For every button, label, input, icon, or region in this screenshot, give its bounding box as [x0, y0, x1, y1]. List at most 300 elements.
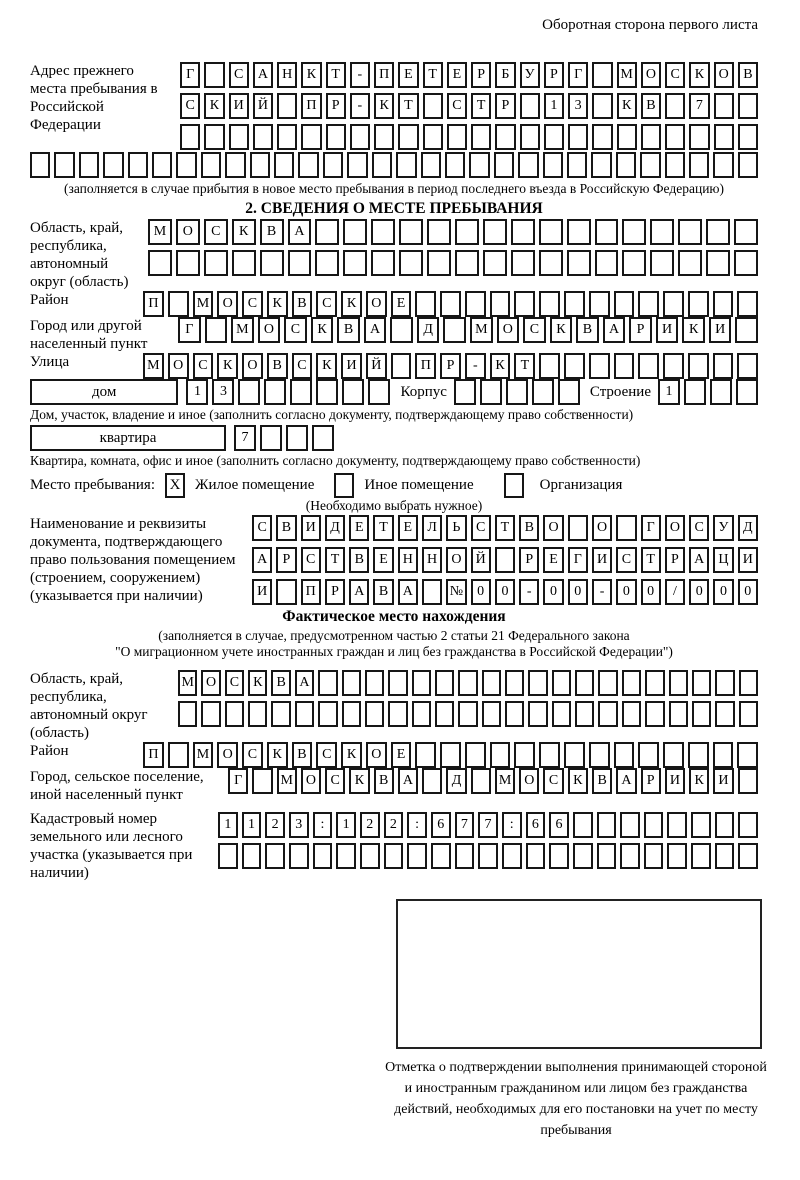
char-cell[interactable] [205, 317, 228, 343]
char-cell[interactable] [176, 250, 200, 276]
char-cell[interactable] [440, 291, 461, 317]
char-cell[interactable]: В [373, 579, 393, 605]
char-cell[interactable] [738, 124, 758, 150]
char-cell[interactable] [734, 250, 758, 276]
char-cell[interactable]: О [592, 515, 612, 541]
char-cell[interactable] [518, 152, 538, 178]
char-cell[interactable] [543, 152, 563, 178]
char-cell[interactable]: И [656, 317, 679, 343]
char-cell[interactable] [264, 379, 286, 405]
char-cell[interactable]: К [204, 93, 224, 119]
char-cell[interactable]: : [407, 812, 427, 838]
char-cell[interactable]: С [225, 670, 244, 696]
char-cell[interactable] [412, 670, 431, 696]
char-cell[interactable] [567, 219, 591, 245]
char-cell[interactable]: А [603, 317, 626, 343]
char-cell[interactable] [616, 515, 636, 541]
char-cell[interactable] [616, 152, 636, 178]
char-cell[interactable] [737, 742, 758, 768]
char-cell[interactable] [692, 701, 711, 727]
char-cell[interactable]: М [495, 768, 515, 794]
char-cell[interactable] [372, 152, 392, 178]
char-cell[interactable] [638, 291, 659, 317]
char-cell[interactable]: Р [326, 93, 346, 119]
char-cell[interactable]: Г [568, 62, 588, 88]
char-cell[interactable] [691, 812, 711, 838]
char-cell[interactable] [710, 379, 732, 405]
char-cell[interactable]: П [374, 62, 394, 88]
char-cell[interactable]: К [232, 219, 256, 245]
char-cell[interactable] [650, 219, 674, 245]
char-cell[interactable] [326, 124, 346, 150]
char-cell[interactable]: М [143, 353, 164, 379]
char-cell[interactable] [511, 250, 535, 276]
char-cell[interactable] [435, 701, 454, 727]
char-cell[interactable]: С [616, 547, 636, 573]
char-cell[interactable]: В [271, 670, 290, 696]
char-cell[interactable] [688, 353, 709, 379]
char-cell[interactable] [495, 547, 515, 573]
char-cell[interactable]: Е [398, 515, 418, 541]
char-cell[interactable] [514, 291, 535, 317]
char-cell[interactable]: И [665, 768, 685, 794]
char-cell[interactable] [350, 124, 370, 150]
char-cell[interactable]: К [617, 93, 637, 119]
char-cell[interactable] [427, 250, 451, 276]
char-cell[interactable] [427, 219, 451, 245]
char-cell[interactable] [343, 219, 367, 245]
char-cell[interactable]: Л [422, 515, 442, 541]
char-cell[interactable] [568, 124, 588, 150]
char-cell[interactable] [422, 768, 442, 794]
char-cell[interactable] [665, 124, 685, 150]
char-cell[interactable] [412, 701, 431, 727]
char-cell[interactable]: О [641, 62, 661, 88]
char-cell[interactable] [514, 742, 535, 768]
char-cell[interactable] [598, 670, 617, 696]
char-cell[interactable] [176, 152, 196, 178]
char-cell[interactable]: Д [446, 768, 466, 794]
char-cell[interactable] [152, 152, 172, 178]
char-cell[interactable] [575, 670, 594, 696]
char-cell[interactable] [622, 219, 646, 245]
char-cell[interactable] [483, 250, 507, 276]
char-cell[interactable]: Г [641, 515, 661, 541]
char-cell[interactable]: Е [391, 742, 412, 768]
char-cell[interactable]: Н [422, 547, 442, 573]
char-cell[interactable]: - [465, 353, 486, 379]
char-cell[interactable]: К [349, 768, 369, 794]
char-cell[interactable] [688, 742, 709, 768]
char-cell[interactable] [295, 701, 314, 727]
char-cell[interactable]: Т [471, 93, 491, 119]
char-cell[interactable]: Т [514, 353, 535, 379]
char-cell[interactable]: Р [440, 353, 461, 379]
char-cell[interactable]: О [366, 291, 387, 317]
char-cell[interactable] [539, 742, 560, 768]
char-cell[interactable]: И [341, 353, 362, 379]
char-cell[interactable] [218, 843, 238, 869]
char-cell[interactable] [396, 152, 416, 178]
char-cell[interactable]: В [374, 768, 394, 794]
char-cell[interactable] [564, 353, 585, 379]
char-cell[interactable]: И [738, 547, 758, 573]
char-cell[interactable] [505, 701, 524, 727]
char-cell[interactable]: И [301, 515, 321, 541]
char-cell[interactable]: С [316, 742, 337, 768]
char-cell[interactable]: М [617, 62, 637, 88]
char-cell[interactable]: О [176, 219, 200, 245]
char-cell[interactable] [342, 701, 361, 727]
char-cell[interactable] [650, 250, 674, 276]
char-cell[interactable]: Р [471, 62, 491, 88]
char-cell[interactable] [735, 317, 758, 343]
char-cell[interactable] [374, 124, 394, 150]
char-cell[interactable] [663, 291, 684, 317]
char-cell[interactable] [440, 742, 461, 768]
char-cell[interactable] [614, 291, 635, 317]
char-cell[interactable]: Д [325, 515, 345, 541]
char-cell[interactable]: № [446, 579, 466, 605]
char-cell[interactable]: М [277, 768, 297, 794]
char-cell[interactable] [638, 353, 659, 379]
char-cell[interactable] [692, 670, 711, 696]
char-cell[interactable]: А [252, 547, 272, 573]
char-cell[interactable] [79, 152, 99, 178]
char-cell[interactable]: И [229, 93, 249, 119]
char-cell[interactable] [614, 353, 635, 379]
char-cell[interactable] [480, 379, 502, 405]
char-cell[interactable] [435, 670, 454, 696]
char-cell[interactable] [265, 843, 285, 869]
char-cell[interactable] [520, 93, 540, 119]
char-cell[interactable]: Е [447, 62, 467, 88]
char-cell[interactable]: Е [398, 62, 418, 88]
char-cell[interactable] [483, 219, 507, 245]
char-cell[interactable] [494, 152, 514, 178]
char-cell[interactable] [539, 219, 563, 245]
char-cell[interactable] [506, 379, 528, 405]
char-cell[interactable]: В [738, 62, 758, 88]
char-cell[interactable]: Т [326, 62, 346, 88]
char-cell[interactable]: - [350, 93, 370, 119]
char-cell[interactable] [271, 701, 290, 727]
char-cell[interactable] [597, 843, 617, 869]
dom-type-box[interactable]: дом [30, 379, 178, 405]
char-cell[interactable] [232, 250, 256, 276]
char-cell[interactable] [277, 124, 297, 150]
char-cell[interactable] [431, 843, 451, 869]
char-cell[interactable]: С [325, 768, 345, 794]
char-cell[interactable] [238, 379, 260, 405]
char-cell[interactable]: Р [665, 547, 685, 573]
char-cell[interactable] [622, 701, 641, 727]
char-cell[interactable] [520, 124, 540, 150]
char-cell[interactable] [567, 250, 591, 276]
char-cell[interactable] [667, 843, 687, 869]
char-cell[interactable] [669, 701, 688, 727]
char-cell[interactable] [201, 152, 221, 178]
char-cell[interactable]: Т [398, 93, 418, 119]
char-cell[interactable]: С [447, 93, 467, 119]
char-cell[interactable] [178, 701, 197, 727]
char-cell[interactable] [30, 152, 50, 178]
char-cell[interactable] [713, 742, 734, 768]
char-cell[interactable] [715, 843, 735, 869]
char-cell[interactable] [689, 124, 709, 150]
char-cell[interactable]: Г [228, 768, 248, 794]
char-cell[interactable]: Р [641, 768, 661, 794]
char-cell[interactable] [260, 425, 282, 451]
char-cell[interactable]: 3 [568, 93, 588, 119]
char-cell[interactable] [343, 250, 367, 276]
char-cell[interactable]: Д [417, 317, 440, 343]
char-cell[interactable] [242, 843, 262, 869]
char-cell[interactable] [689, 152, 709, 178]
char-cell[interactable]: П [301, 93, 321, 119]
char-cell[interactable] [532, 379, 554, 405]
char-cell[interactable]: О [217, 291, 238, 317]
char-cell[interactable]: 3 [212, 379, 234, 405]
char-cell[interactable] [360, 843, 380, 869]
char-cell[interactable]: К [682, 317, 705, 343]
char-cell[interactable]: 0 [495, 579, 515, 605]
char-cell[interactable] [315, 250, 339, 276]
char-cell[interactable]: В [641, 93, 661, 119]
char-cell[interactable]: М [148, 219, 172, 245]
char-cell[interactable] [490, 742, 511, 768]
char-cell[interactable]: К [267, 291, 288, 317]
char-cell[interactable]: Б [495, 62, 515, 88]
char-cell[interactable] [415, 291, 436, 317]
char-cell[interactable]: 0 [543, 579, 563, 605]
char-cell[interactable] [738, 812, 758, 838]
char-cell[interactable]: О [665, 515, 685, 541]
char-cell[interactable]: Р [495, 93, 515, 119]
char-cell[interactable]: С [193, 353, 214, 379]
char-cell[interactable] [738, 843, 758, 869]
char-cell[interactable] [539, 353, 560, 379]
char-cell[interactable]: И [709, 317, 732, 343]
char-cell[interactable] [368, 379, 390, 405]
char-cell[interactable]: В [349, 547, 369, 573]
char-cell[interactable] [713, 152, 733, 178]
char-cell[interactable]: Е [543, 547, 563, 573]
char-cell[interactable] [706, 250, 730, 276]
residence-checkbox-org[interactable] [504, 473, 524, 498]
char-cell[interactable]: Й [366, 353, 387, 379]
char-cell[interactable] [528, 701, 547, 727]
char-cell[interactable] [614, 742, 635, 768]
char-cell[interactable]: К [689, 768, 709, 794]
char-cell[interactable]: А [288, 219, 312, 245]
char-cell[interactable] [638, 742, 659, 768]
char-cell[interactable] [371, 219, 395, 245]
char-cell[interactable] [713, 353, 734, 379]
char-cell[interactable]: : [502, 812, 522, 838]
char-cell[interactable]: О [519, 768, 539, 794]
char-cell[interactable] [575, 701, 594, 727]
char-cell[interactable] [714, 124, 734, 150]
char-cell[interactable] [316, 379, 338, 405]
char-cell[interactable]: О [543, 515, 563, 541]
char-cell[interactable]: О [217, 742, 238, 768]
char-cell[interactable]: 1 [336, 812, 356, 838]
char-cell[interactable] [592, 124, 612, 150]
char-cell[interactable]: П [143, 742, 164, 768]
char-cell[interactable] [567, 152, 587, 178]
char-cell[interactable] [645, 701, 664, 727]
char-cell[interactable]: С [301, 547, 321, 573]
char-cell[interactable] [568, 515, 588, 541]
char-cell[interactable]: В [337, 317, 360, 343]
char-cell[interactable]: Р [276, 547, 296, 573]
char-cell[interactable]: М [193, 291, 214, 317]
char-cell[interactable] [260, 250, 284, 276]
char-cell[interactable] [168, 742, 189, 768]
char-cell[interactable] [490, 291, 511, 317]
char-cell[interactable] [478, 843, 498, 869]
char-cell[interactable]: С [242, 742, 263, 768]
char-cell[interactable]: В [592, 768, 612, 794]
char-cell[interactable]: С [316, 291, 337, 317]
char-cell[interactable]: Е [391, 291, 412, 317]
char-cell[interactable] [482, 670, 501, 696]
char-cell[interactable]: Н [277, 62, 297, 88]
char-cell[interactable]: О [301, 768, 321, 794]
char-cell[interactable] [288, 250, 312, 276]
char-cell[interactable]: К [311, 317, 334, 343]
char-cell[interactable] [204, 124, 224, 150]
char-cell[interactable] [665, 93, 685, 119]
char-cell[interactable] [458, 670, 477, 696]
char-cell[interactable]: Й [471, 547, 491, 573]
char-cell[interactable]: В [260, 219, 284, 245]
char-cell[interactable] [663, 742, 684, 768]
char-cell[interactable] [399, 219, 423, 245]
char-cell[interactable] [415, 742, 436, 768]
char-cell[interactable] [225, 701, 244, 727]
char-cell[interactable]: С [292, 353, 313, 379]
char-cell[interactable] [737, 291, 758, 317]
char-cell[interactable]: 1 [218, 812, 238, 838]
char-cell[interactable]: А [295, 670, 314, 696]
char-cell[interactable]: 7 [234, 425, 256, 451]
char-cell[interactable] [645, 670, 664, 696]
char-cell[interactable] [390, 317, 413, 343]
char-cell[interactable]: К [316, 353, 337, 379]
char-cell[interactable]: 0 [713, 579, 733, 605]
char-cell[interactable]: К [341, 291, 362, 317]
char-cell[interactable]: 7 [689, 93, 709, 119]
char-cell[interactable]: К [301, 62, 321, 88]
char-cell[interactable] [482, 701, 501, 727]
char-cell[interactable] [617, 124, 637, 150]
char-cell[interactable] [423, 124, 443, 150]
char-cell[interactable] [589, 353, 610, 379]
char-cell[interactable] [312, 425, 334, 451]
char-cell[interactable]: С [665, 62, 685, 88]
char-cell[interactable] [597, 812, 617, 838]
char-cell[interactable] [422, 579, 442, 605]
char-cell[interactable] [558, 379, 580, 405]
char-cell[interactable] [298, 152, 318, 178]
char-cell[interactable]: А [616, 768, 636, 794]
char-cell[interactable]: 1 [242, 812, 262, 838]
char-cell[interactable] [663, 353, 684, 379]
char-cell[interactable]: С [523, 317, 546, 343]
char-cell[interactable]: В [576, 317, 599, 343]
residence-checkbox-zhiloe[interactable]: X [165, 473, 185, 498]
char-cell[interactable] [313, 843, 333, 869]
char-cell[interactable]: С [229, 62, 249, 88]
char-cell[interactable]: О [258, 317, 281, 343]
char-cell[interactable] [315, 219, 339, 245]
char-cell[interactable]: В [519, 515, 539, 541]
char-cell[interactable] [445, 152, 465, 178]
char-cell[interactable] [691, 843, 711, 869]
char-cell[interactable] [469, 152, 489, 178]
char-cell[interactable] [589, 742, 610, 768]
char-cell[interactable] [365, 701, 384, 727]
char-cell[interactable] [738, 768, 758, 794]
char-cell[interactable] [552, 701, 571, 727]
char-cell[interactable] [714, 93, 734, 119]
char-cell[interactable]: У [713, 515, 733, 541]
char-cell[interactable]: А [364, 317, 387, 343]
char-cell[interactable]: Т [495, 515, 515, 541]
char-cell[interactable] [589, 291, 610, 317]
char-cell[interactable] [180, 124, 200, 150]
char-cell[interactable]: О [446, 547, 466, 573]
char-cell[interactable]: К [490, 353, 511, 379]
char-cell[interactable]: Ц [713, 547, 733, 573]
char-cell[interactable]: О [366, 742, 387, 768]
char-cell[interactable]: К [568, 768, 588, 794]
char-cell[interactable] [640, 152, 660, 178]
char-cell[interactable] [573, 812, 593, 838]
char-cell[interactable]: : [313, 812, 333, 838]
char-cell[interactable]: А [398, 768, 418, 794]
char-cell[interactable] [622, 670, 641, 696]
char-cell[interactable]: 1 [186, 379, 208, 405]
char-cell[interactable] [739, 701, 758, 727]
char-cell[interactable]: Н [398, 547, 418, 573]
char-cell[interactable] [225, 152, 245, 178]
kvartira-type-box[interactable]: квартира [30, 425, 226, 451]
char-cell[interactable] [388, 701, 407, 727]
char-cell[interactable] [336, 843, 356, 869]
char-cell[interactable] [384, 843, 404, 869]
char-cell[interactable] [253, 124, 273, 150]
char-cell[interactable] [204, 250, 228, 276]
char-cell[interactable] [455, 250, 479, 276]
char-cell[interactable]: / [665, 579, 685, 605]
char-cell[interactable]: Г [568, 547, 588, 573]
char-cell[interactable] [323, 152, 343, 178]
char-cell[interactable]: С [284, 317, 307, 343]
char-cell[interactable] [620, 812, 640, 838]
char-cell[interactable] [592, 93, 612, 119]
char-cell[interactable]: 2 [384, 812, 404, 838]
char-cell[interactable] [526, 843, 546, 869]
char-cell[interactable] [455, 843, 475, 869]
char-cell[interactable]: Д [738, 515, 758, 541]
char-cell[interactable]: К [267, 742, 288, 768]
char-cell[interactable] [471, 124, 491, 150]
char-cell[interactable]: С [689, 515, 709, 541]
char-cell[interactable] [301, 124, 321, 150]
